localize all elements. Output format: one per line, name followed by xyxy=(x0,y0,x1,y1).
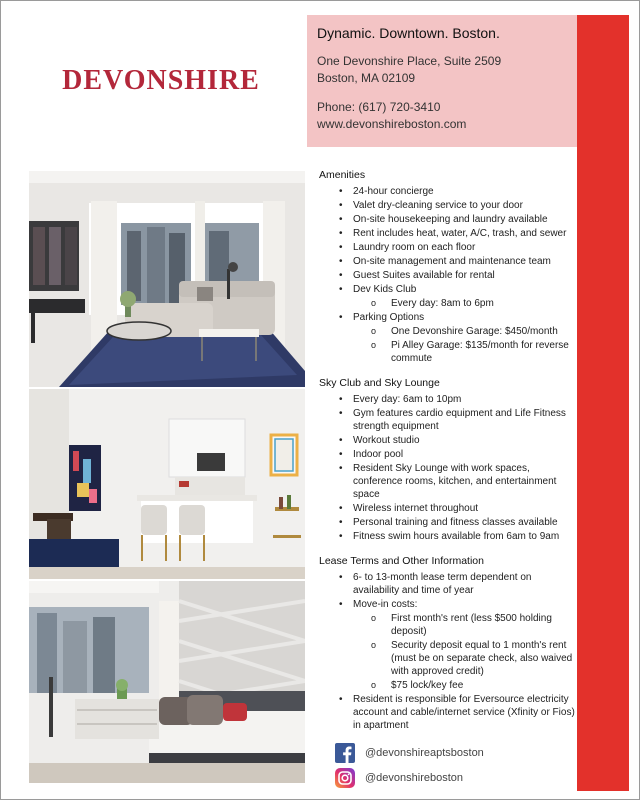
sub-list-item: o Pi Alley Garage: $135/month for reverse commute xyxy=(353,339,575,365)
list-item: • Gym features cardio equipment and Life Fitness strength equipment xyxy=(319,407,575,433)
sky-club-title: Sky Club and Sky Lounge xyxy=(319,377,440,389)
phone: Phone: (617) 720-3410 xyxy=(317,100,441,114)
lease-title: Lease Terms and Other Information xyxy=(319,555,484,567)
sub-list-item: o Every day: 8am to 6pm xyxy=(353,297,575,310)
list-item: • 24-hour concierge xyxy=(319,185,575,198)
list-item: • Rent includes heat, water, A/C, trash, and sewer xyxy=(319,227,575,240)
sky-club-section xyxy=(319,377,575,543)
list-item: • Valet dry-cleaning service to your door xyxy=(319,199,575,212)
sub-list-item: o $75 lock/key fee xyxy=(353,679,575,692)
facebook-link[interactable] xyxy=(335,743,484,763)
list-item: • Every day: 6am to 10pm xyxy=(319,393,575,406)
list-item: • On-site management and maintenance team xyxy=(319,255,575,268)
instagram-handle: @devonshireboston xyxy=(365,772,464,784)
instagram-icon xyxy=(335,768,355,788)
photo-kitchen xyxy=(29,389,305,579)
photo-bedroom xyxy=(29,581,305,783)
facebook-handle: @devonshireaptsboston xyxy=(365,747,484,759)
list-item: • Indoor pool xyxy=(319,448,575,461)
sub-list-item: o Security deposit equal to 1 month's rent (must be on separate check, also waived with approved credit) xyxy=(353,639,575,678)
website-link[interactable]: www.devonshireboston.com xyxy=(317,117,467,131)
instagram-link[interactable] xyxy=(335,768,463,788)
kids-club-label: Dev Kids Club xyxy=(353,284,417,295)
list-item: • Guest Suites available for rental xyxy=(319,269,575,282)
list-item-kids-club xyxy=(319,283,575,310)
list-item: • Resident is responsible for Eversource electricity account and cable/internet service (Xfinity or Fios) in apartment xyxy=(319,693,575,732)
contact-header xyxy=(307,15,577,147)
list-item: • On-site housekeeping and laundry available xyxy=(319,213,575,226)
list-item-move-in xyxy=(319,598,575,692)
list-item: • Personal training and fitness classes available xyxy=(319,516,575,529)
list-item-parking xyxy=(319,311,575,365)
list-item: • Resident Sky Lounge with work spaces, conference rooms, kitchen, and entertainment space xyxy=(319,462,575,501)
list-item: • Fitness swim hours available from 6am to 9am xyxy=(319,530,575,543)
amenities-title: Amenities xyxy=(319,169,366,181)
list-item: • Workout studio xyxy=(319,434,575,447)
info-column xyxy=(319,169,575,744)
amenities-section xyxy=(319,169,575,365)
address-line-1: One Devonshire Place, Suite 2509 xyxy=(317,54,502,68)
sub-list-item: o One Devonshire Garage: $450/month xyxy=(353,325,575,338)
move-in-label: Move-in costs: xyxy=(353,599,418,610)
list-item: • Wireless internet throughout xyxy=(319,502,575,515)
photo-living-room xyxy=(29,171,305,387)
sub-list-item: o First month's rent (less $500 holding deposit) xyxy=(353,612,575,638)
facebook-icon xyxy=(335,743,355,763)
accent-bar xyxy=(577,15,629,791)
list-item: • 6- to 13-month lease term dependent on availability and time of year xyxy=(319,571,575,597)
brand-logo: DEVONSHIRE xyxy=(62,65,260,96)
list-item: • Laundry room on each floor xyxy=(319,241,575,254)
tagline: Dynamic. Downtown. Boston. xyxy=(317,25,500,41)
parking-label: Parking Options xyxy=(353,312,425,323)
address-line-2: Boston, MA 02109 xyxy=(317,71,416,85)
lease-section xyxy=(319,555,575,732)
